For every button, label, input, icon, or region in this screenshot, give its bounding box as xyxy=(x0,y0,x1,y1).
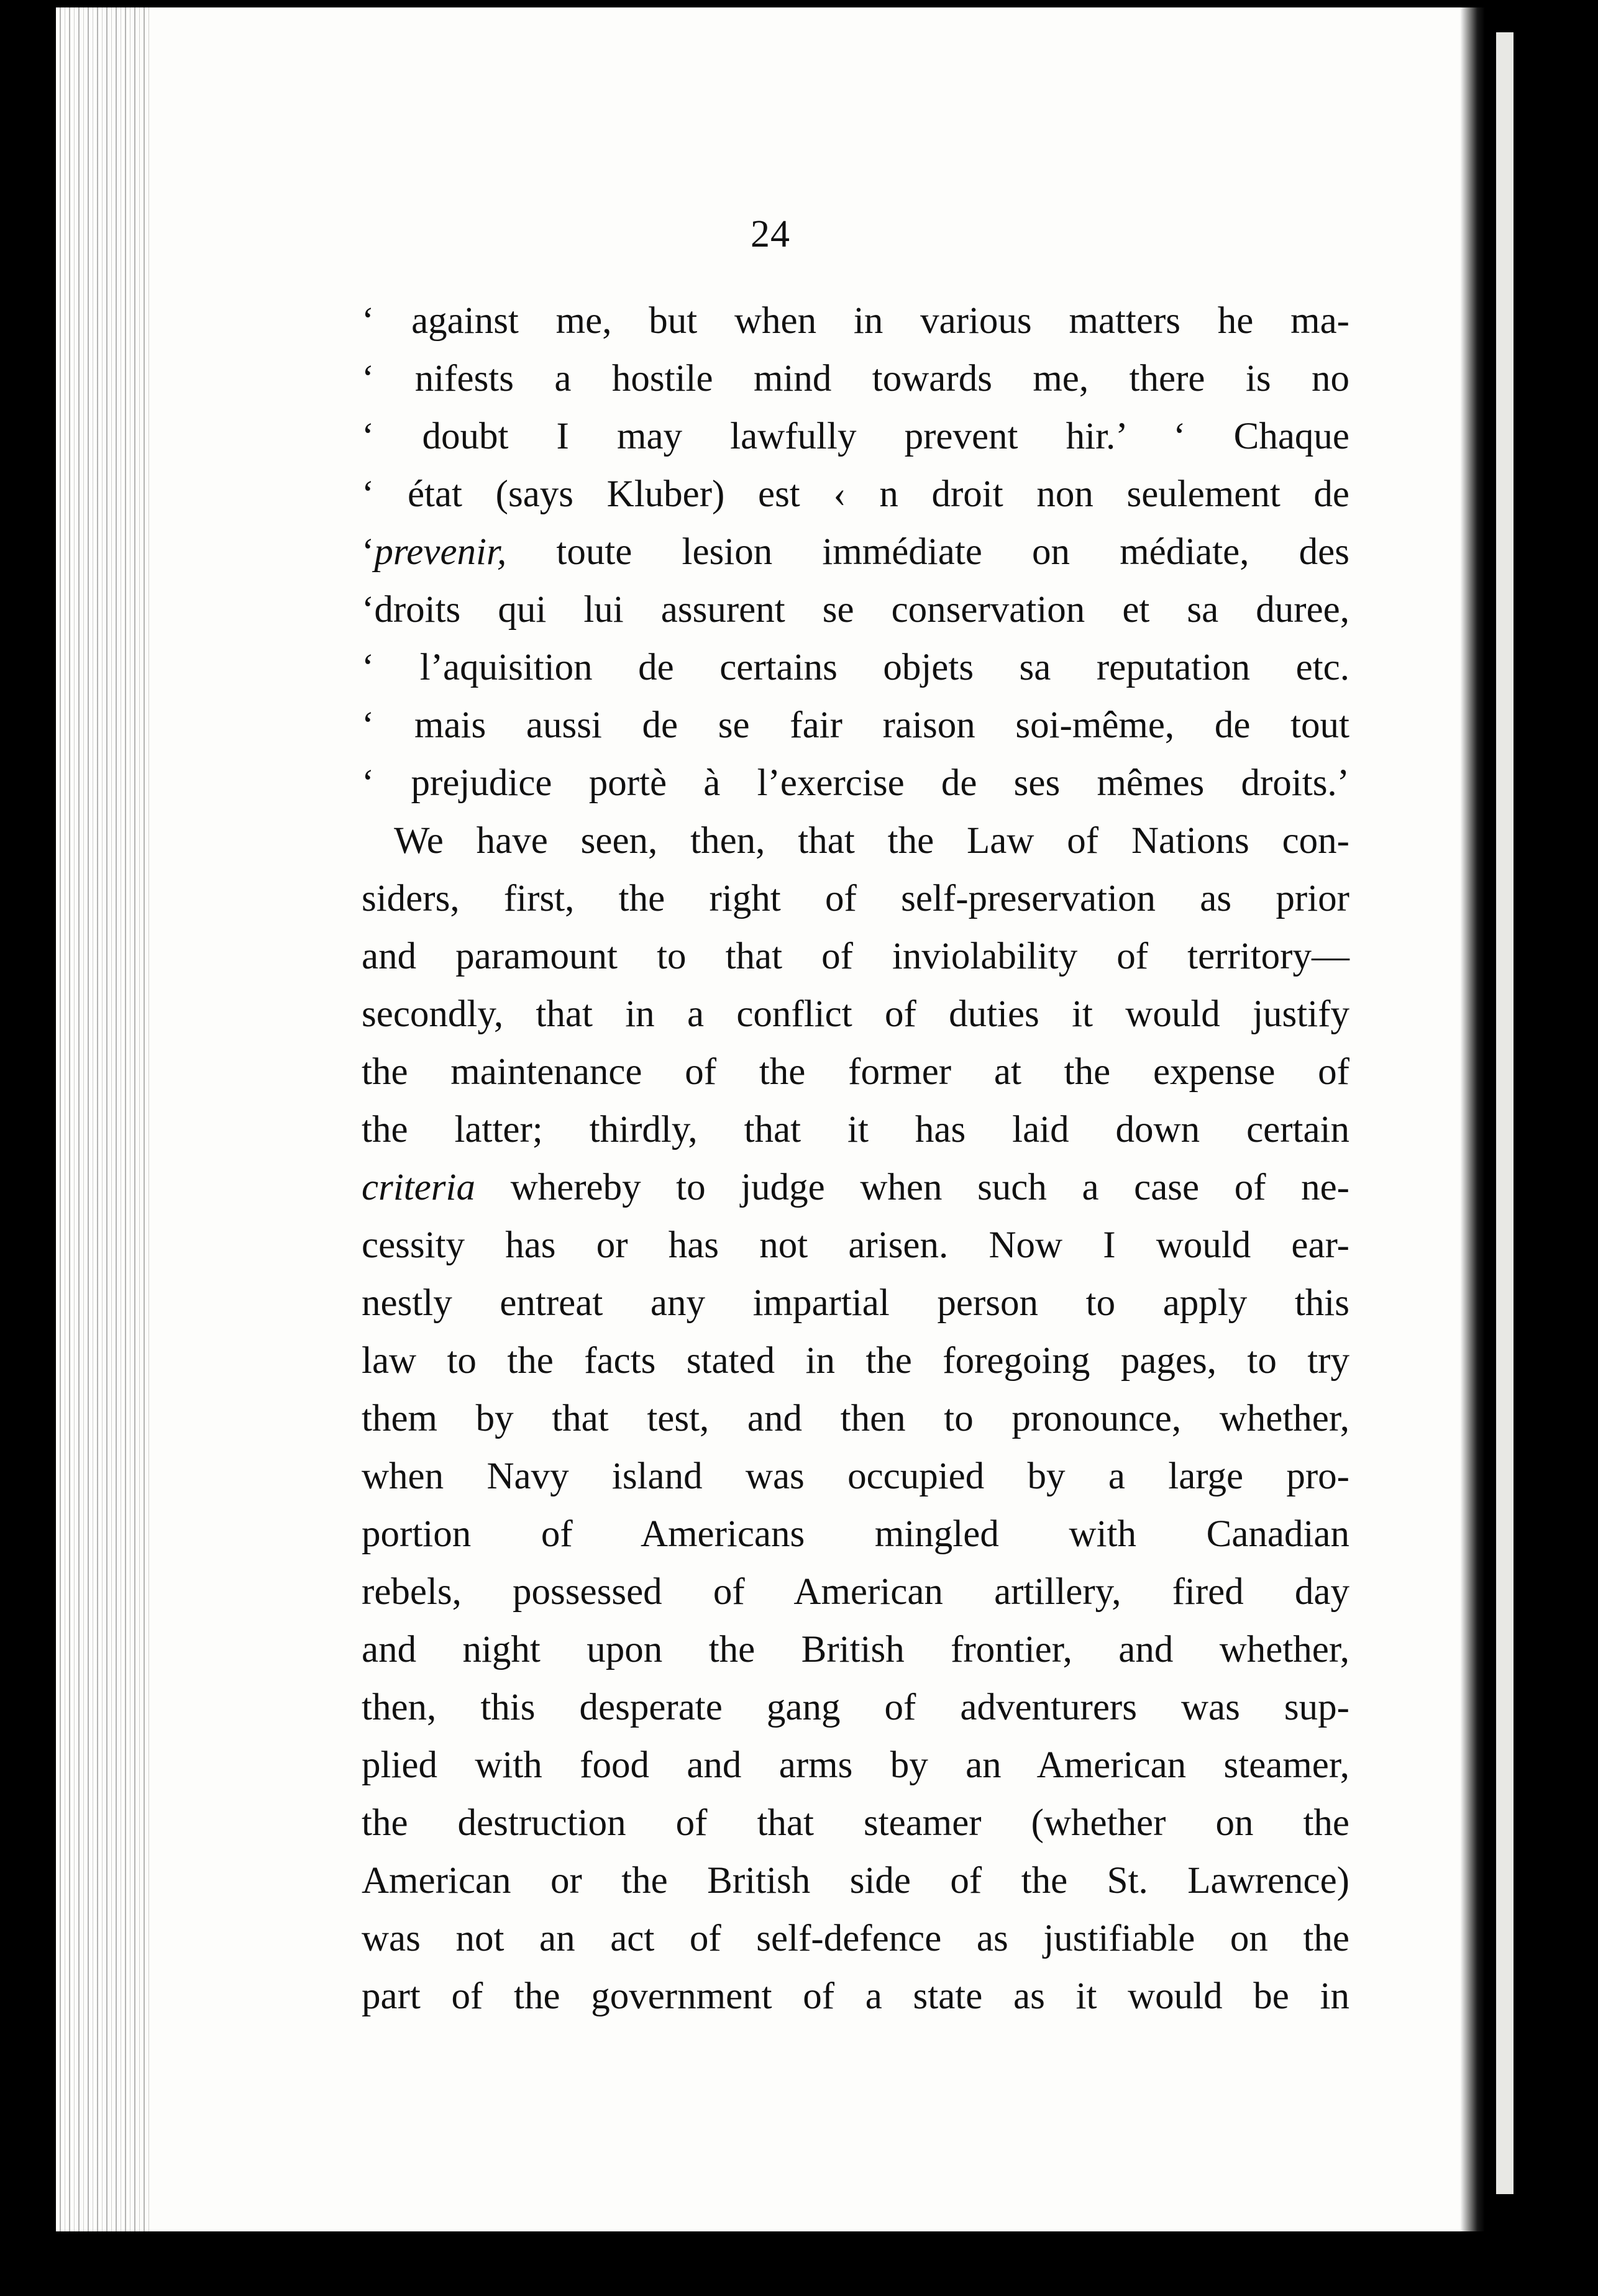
text-line xyxy=(362,1794,1349,1852)
text-line xyxy=(362,1736,1349,1794)
text-line xyxy=(362,870,1349,927)
italic-term: criteria xyxy=(362,1167,475,1208)
text-line xyxy=(362,1967,1349,2025)
text-line xyxy=(362,1852,1349,1910)
body-text xyxy=(362,292,1349,2025)
line-text: law to the facts stated in the foregoing pages, to try xyxy=(362,1340,1349,1382)
text-line xyxy=(362,1332,1349,1390)
text-line xyxy=(362,350,1349,408)
line-text: the destruction of that steamer (whether on the xyxy=(362,1802,1349,1844)
line-text: part of the government of a state as it would be in xyxy=(362,1975,1349,2017)
text-line xyxy=(362,639,1349,696)
line-text: American or the British side of the St. Lawrence) xyxy=(362,1860,1349,1902)
text-line xyxy=(362,1910,1349,1967)
line-text: nestly entreat any impartial person to apply this xyxy=(362,1282,1349,1324)
text-line xyxy=(362,292,1349,350)
line-text: ‘ xyxy=(362,531,375,573)
page-edge-shadow xyxy=(1460,7,1485,2231)
paragraph-start-line xyxy=(362,812,1349,870)
line-text: siders, first, the right of self-preservation as prior xyxy=(362,878,1349,919)
line-text: ‘ nifests a hostile mind towards me, there is no xyxy=(362,358,1349,399)
line-text: ‘ état (says Kluber) est ‹ n droit non seulement de xyxy=(362,473,1349,515)
line-text: cessity has or has not arisen. Now I would ear- xyxy=(362,1224,1349,1266)
page-number: 24 xyxy=(751,213,790,255)
line-text: was not an act of self-defence as justifiable on the xyxy=(362,1918,1349,1959)
text-line xyxy=(362,1274,1349,1332)
page-gutter xyxy=(56,7,149,2231)
text-line xyxy=(362,1101,1349,1159)
line-text: and paramount to that of inviolability of territory— xyxy=(362,936,1349,977)
line-text: ‘droits qui lui assurent se conservation et sa duree, xyxy=(362,589,1349,631)
line-text: them by that test, and then to pronounce, whether, xyxy=(362,1398,1349,1439)
line-text: ‘ against me, but when in various matters he ma- xyxy=(362,300,1349,342)
line-text: whereby to judge when such a case of ne- xyxy=(475,1167,1349,1208)
line-text: ‘ l’aquisition de certains objets sa reputation etc. xyxy=(362,647,1349,688)
text-line xyxy=(362,1390,1349,1447)
text-line xyxy=(362,1621,1349,1679)
scan-right-border xyxy=(1485,7,1598,2231)
line-text: portion of Americans mingled with Canadian xyxy=(362,1513,1349,1555)
text-line xyxy=(362,1043,1349,1101)
line-text: ‘ doubt I may lawfully prevent hir.’ ‘ Chaque xyxy=(362,416,1349,457)
italic-term: prevenir, xyxy=(374,531,507,573)
line-text: secondly, that in a conflict of duties it would justify xyxy=(362,993,1349,1035)
text-line xyxy=(362,408,1349,465)
text-line xyxy=(362,465,1349,523)
line-text: the maintenance of the former at the expense of xyxy=(362,1051,1349,1093)
text-line xyxy=(362,696,1349,754)
line-text: ‘ prejudice portè à l’exercise de ses mêmes droits.’ xyxy=(362,762,1349,804)
line-text: ‘ mais aussi de se fair raison soi-même, de tout xyxy=(362,704,1349,746)
line-text: rebels, possessed of American artillery, fired day xyxy=(362,1571,1349,1613)
text-line xyxy=(362,927,1349,985)
text-line xyxy=(362,1505,1349,1563)
line-text: We have seen, then, that the Law of Nations con- xyxy=(394,820,1349,862)
text-line xyxy=(362,1447,1349,1505)
text-line xyxy=(362,1159,1349,1216)
line-text: and night upon the British frontier, and whether, xyxy=(362,1629,1349,1670)
line-text: plied with food and arms by an American steamer, xyxy=(362,1744,1349,1786)
text-line xyxy=(362,523,1349,581)
line-text: when Navy island was occupied by a large pro- xyxy=(362,1456,1349,1497)
text-line xyxy=(362,1563,1349,1621)
text-line xyxy=(362,985,1349,1043)
line-text: toute lesion immédiate on médiate, des xyxy=(506,531,1349,573)
book-page xyxy=(56,7,1485,2231)
line-text: the latter; thirdly, that it has laid down certain xyxy=(362,1109,1349,1150)
adjacent-page-strip xyxy=(1496,32,1514,2194)
text-line xyxy=(362,1216,1349,1274)
text-line xyxy=(362,754,1349,812)
line-text: then, this desperate gang of adventurers was sup- xyxy=(362,1687,1349,1728)
text-line xyxy=(362,581,1349,639)
text-line xyxy=(362,1679,1349,1736)
